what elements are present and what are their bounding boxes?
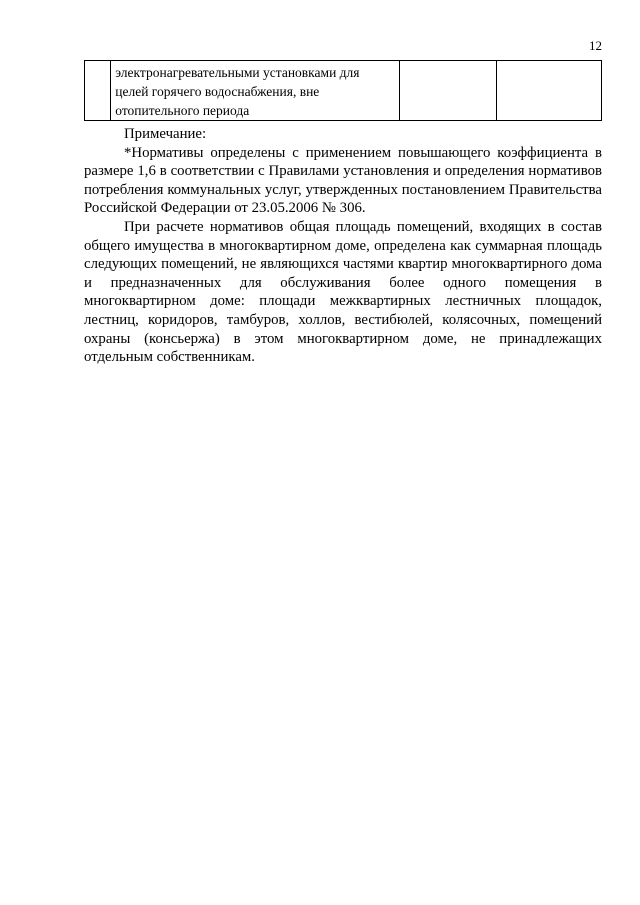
notes-section — [84, 125, 602, 367]
norms-table — [84, 60, 602, 121]
table-cell-description — [111, 61, 400, 121]
table-cell-value-1 — [400, 61, 497, 121]
note-paragraph-coefficient: *Нормативы определены с применением повышающего коэффициента в размере 1,6 в соответствии с Правилами установления и определения нормативов потребления коммунальных услуг, утвержденных постановлением Правительства Российской Федерации от 23.05.2006 № 306. — [84, 144, 602, 217]
row-description: электронагревательными установками для целей горячего водоснабжения, вне отопительного периода — [115, 65, 360, 118]
table-cell-number — [85, 61, 111, 121]
table-cell-value-2 — [496, 61, 601, 121]
table-row — [85, 61, 602, 121]
note-label: Примечание: — [124, 126, 207, 142]
page-number: 12 — [589, 38, 602, 53]
note-paragraph-area: При расчете нормативов общая площадь помещений, входящих в состав общего имущества в многоквартирном доме, определена как суммарная площадь следующих помещений, не являющихся частями квартир многоквартирного дома и предназначенных для обслуживания более одного помещения в многоквартирном доме: площади межквартирных лестничных площадок, лестниц, коридоров, тамбуров, холлов, вестибюлей, колясочных, помещений охраны (консьержа) в этом многоквартирном доме, не принадлежащих отдельным собственникам. — [84, 218, 602, 366]
